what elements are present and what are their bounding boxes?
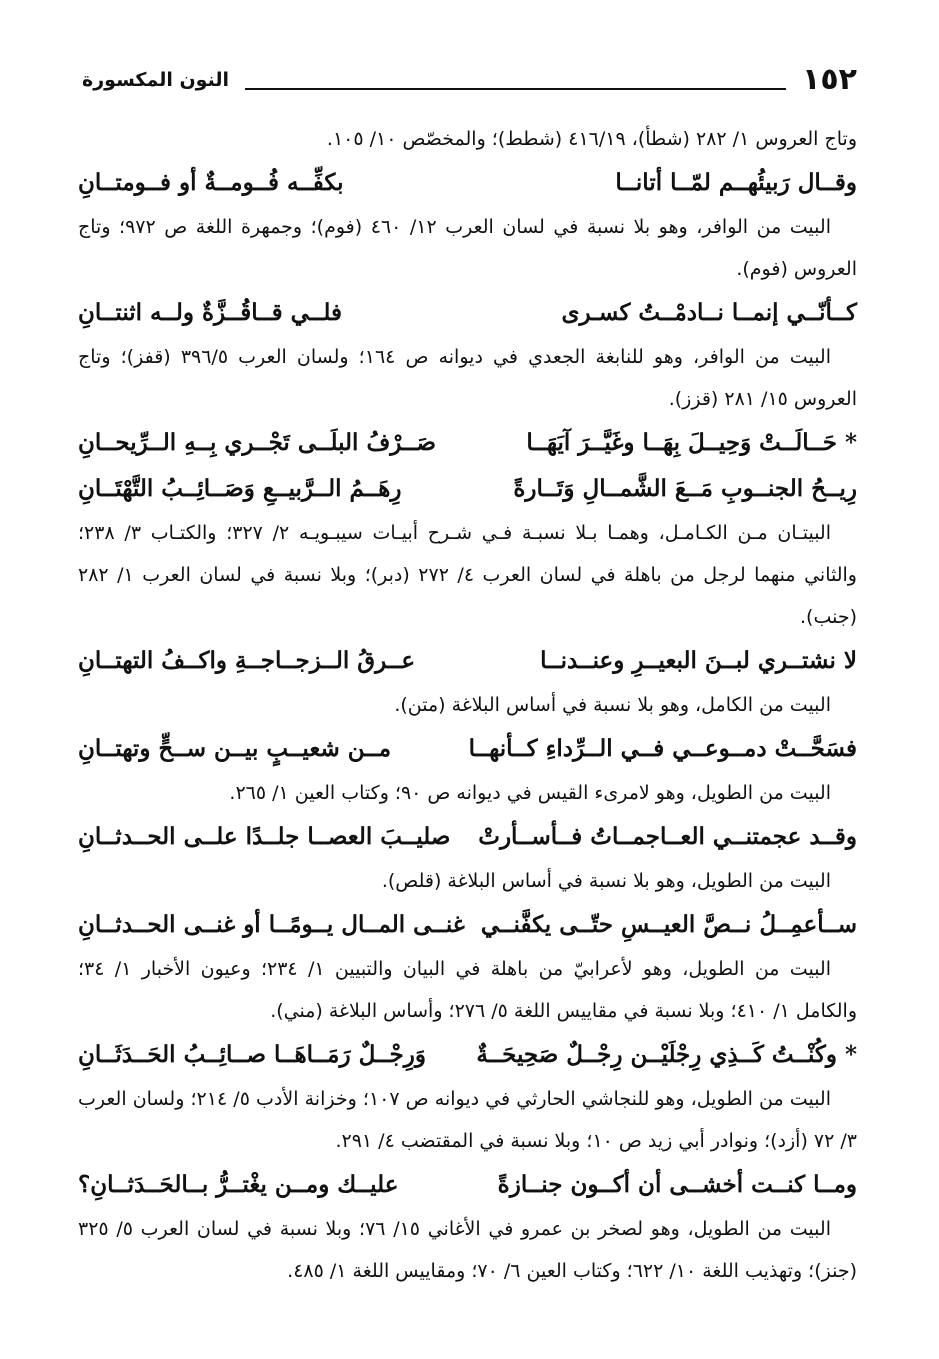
verse-first-hemistich: وقــد عجمتنــي العــاجمــاتُ فــأســأرتْ — [478, 823, 857, 850]
page-number: ١٥٢ — [802, 62, 857, 97]
verse-second-hemistich: مــن شعيــبٍ بيــن ســحٍّ وتهتــانِ — [78, 735, 392, 762]
verse-line — [78, 814, 857, 860]
verse-first-hemistich: * حَــالَــتْ وَحِيــلَ بِهَــا وغَيَّــرَ آيَهَــا — [526, 429, 857, 456]
footnote-paragraph: البيت من الطويل، وهو لصخر بن عمرو في الأغاني ١٥/ ٧٦؛ وبلا نسبة في لسان العرب ٥/ ٣٢٥ (جنز)؛ وتهذيب اللغة ١٠/ ٦٢٢؛ وكتاب العين ٦/ ٧٠؛ ومقاييس اللغة ١/ ٤٨٥. — [78, 1218, 857, 1282]
verse-first-hemistich: لا نشتــري لبــنَ البعيــرِ وعنــدنــا — [540, 647, 857, 674]
footnote-paragraph: وتاج العروس ١/ ٢٨٢ (شطأ)، ٤١٦/١٩ (شطط)؛ والمخصّص ١٠/ ١٠٥. — [326, 128, 857, 150]
footnote-paragraph: البيت من الوافر، وهو للنابغة الجعدي في ديوانه ص ١٦٤؛ ولسان العرب ٣٩٦/٥ (قفز)؛ وتاج العروس ١٥/ ٢٨١ (قزز). — [78, 346, 857, 410]
footnote-paragraph: البيت من الطويل، وهو للنجاشي الحارثي في ديوانه ص ١٠٧؛ وخزانة الأدب ٥/ ٢١٤؛ ولسان العرب ٣/ ٧٢ (أزد)؛ ونوادر أبي زيد ص ١٠؛ وبلا نسبة في المقتضب ٤/ ٢٩١. — [78, 1088, 857, 1152]
verse-line — [78, 638, 857, 684]
verse-first-hemistich: كــأنّــي إنمــا نــادمْــتُ كسـرى — [561, 299, 857, 326]
verse-first-hemistich: ومــا كنــت أخشــى أن أكــون جنــازةً — [497, 1171, 857, 1198]
verse-line — [78, 290, 857, 336]
verse-second-hemistich: صليــبَ العصــا جلــدًا علــى الحــدثــانِ — [78, 823, 451, 850]
verse-line — [78, 1032, 857, 1078]
verse-line — [78, 726, 857, 772]
verse-line — [78, 1162, 857, 1208]
verse-first-hemistich: ســأعمِــلُ نــصَّ العيــسِ حتّــى يكفَّنــي — [480, 911, 857, 938]
header-rule — [245, 88, 786, 90]
verse-first-hemistich: وقــال رَبيئُهــم لمّــا أتانــا — [615, 169, 857, 196]
verse-line — [78, 420, 857, 466]
verse-second-hemistich: بكفِّــه فُــومــةٌ أو فــومتــانِ — [78, 169, 344, 196]
footnote-paragraph: البيتـان مـن الكـامـل، وهمـا بـلا نسبـة فـي شـرح أبيـات سيبـويـه ٢/ ٣٢٧؛ والكتـاب ٣/ ٢٣٨؛ والثاني منهما لرجل من باهلة في لسان العرب ٤/ ٢٧٢ (دبر)؛ وبلا نسبة في لسان العرب ١/ ٢٨٢ (جنب). — [78, 522, 857, 628]
verse-second-hemistich: وَرِجْــلٌ رَمَــاهَــا صــائِــبُ الحَــدَثَــانِ — [78, 1041, 426, 1068]
verse-second-hemistich: عــرقُ الــزجــاجــةِ واكــفُ التهتــانِ — [78, 647, 416, 674]
verse-line — [78, 466, 857, 512]
page-header — [82, 62, 857, 98]
verse-first-hemistich: فسَحَّــتْ دمــوعــي فــي الــرِّداءِ كــأنهــا — [468, 735, 857, 762]
verse-line — [78, 160, 857, 206]
verse-first-hemistich: رِيــحُ الجنــوبِ مَــعَ الشَّمــالِ وَتَــارةً — [513, 475, 857, 502]
footnote-paragraph: البيت من الطويل، وهو لامرىء القيس في ديوانه ص ٩٠؛ وكتاب العين ١/ ٢٦٥. — [229, 782, 831, 804]
running-title: النون المكسورة — [82, 69, 229, 91]
verse-second-hemistich: صَــرْفُ البلَــى تَجْــري بِــهِ الــرِّيحــانِ — [78, 429, 436, 456]
footnote-paragraph: البيت من الطويل، وهو بلا نسبة في أساس البلاغة (قلص). — [381, 870, 831, 892]
verse-first-hemistich: * وكُنْــتُ كَــذِي رِجْلَيْــن رِجْــلٌ صَحِيحَــةٌ — [476, 1041, 857, 1068]
verse-second-hemistich: فلــي قــاقُــزَّةٌ ولــه اثنتــانِ — [78, 299, 342, 326]
verse-second-hemistich: غنــى المــال يــومًــا أو غنــى الحــدثــانِ — [78, 911, 465, 938]
verse-second-hemistich: عليــك ومــن يغْتــرُّ بــالحَــدَثــانِ؟ — [78, 1171, 399, 1198]
footnote-paragraph: البيت من الكامل، وهو بلا نسبة في أساس البلاغة (متن). — [394, 694, 831, 716]
verse-second-hemistich: رِهَــمُ الــرَّبيــعِ وَصَــائِــبُ التَّهْتَــانِ — [78, 475, 402, 502]
page-body — [78, 118, 857, 1292]
footnote-paragraph: البيت من الوافر، وهو بلا نسبة في لسان العرب ١٢/ ٤٦٠ (فوم)؛ وجمهرة اللغة ص ٩٧٢؛ وتاج العروس (فوم). — [78, 216, 857, 280]
verse-line — [78, 902, 857, 948]
footnote-paragraph: البيت من الطويل، وهو لأعرابيّ من باهلة في البيان والتبيين ١/ ٢٣٤؛ وعيون الأخبار ١/ ٣٤؛ والكامل ١/ ٤١٠؛ وبلا نسبة في مقاييس اللغة ٥/ ٢٧٦؛ وأساس البلاغة (مني). — [78, 958, 857, 1022]
